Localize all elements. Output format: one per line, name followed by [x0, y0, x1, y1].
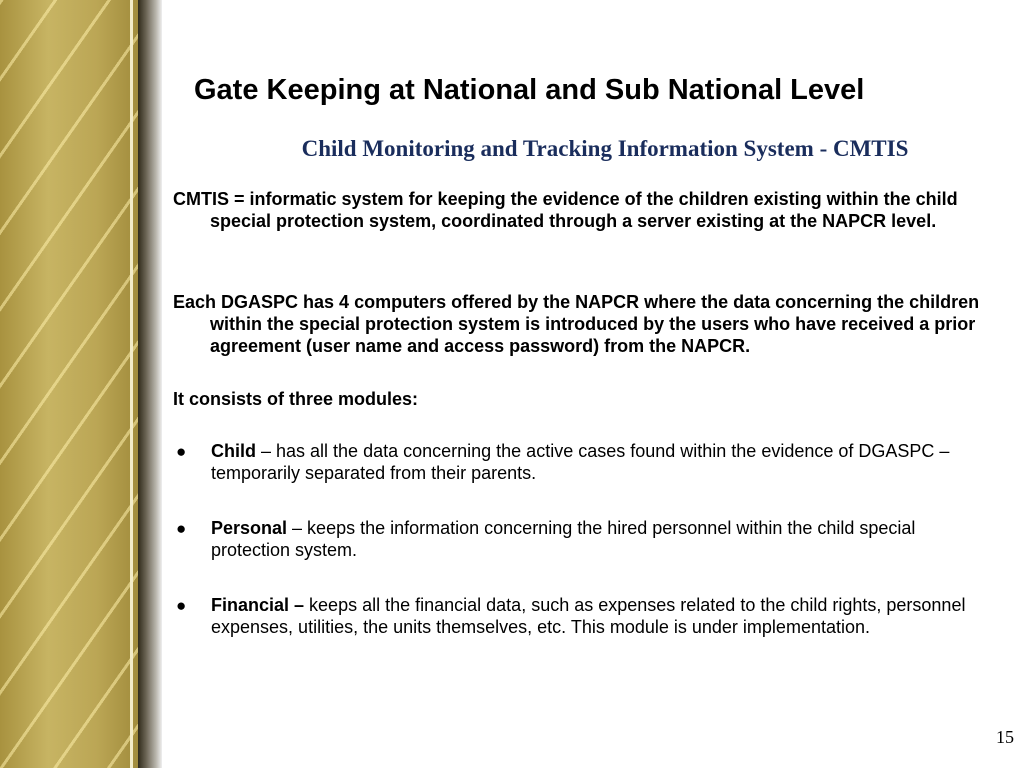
module-description: – has all the data concerning the active cases found within the evidence of DGASPC – temporarily separated from their parents. — [211, 441, 950, 483]
page-number: 15 — [996, 727, 1014, 747]
list-item-financial-module — [173, 594, 983, 638]
decorative-left-border — [0, 0, 138, 768]
bullet-icon: ● — [176, 596, 187, 615]
list-item-personal-module — [173, 517, 983, 561]
paragraph-dgaspc-computers: Each DGASPC has 4 computers offered by the NAPCR where the data concerning the children within the special protection system is introduced by the users who have received a prior agreement (user name and access password) from the NAPCR. — [173, 292, 980, 356]
bullet-icon: ● — [176, 442, 187, 461]
paragraph-cmtis-definition: CMTIS = informatic system for keeping the evidence of the children existing within the child special protection system, coordinated through a server existing at the NAPCR level. — [173, 189, 958, 231]
module-description: keeps all the financial data, such as expenses related to the child rights, personnel expenses, utilities, the units themselves, etc. This module is under implementation. — [211, 595, 966, 637]
decorative-border-shadow — [138, 0, 162, 768]
list-item-child-module — [173, 440, 983, 484]
paragraph-modules-intro: It consists of three modules: — [173, 389, 419, 409]
bullet-icon: ● — [176, 519, 187, 538]
slide-body — [173, 188, 983, 638]
slide-title: Gate Keeping at National and Sub National Level — [194, 74, 865, 106]
module-description: – keeps the information concerning the hired personnel within the child special protection system. — [211, 518, 916, 560]
decorative-border-rule — [130, 0, 133, 768]
module-term: Financial – — [211, 595, 305, 615]
slide-subtitle: Child Monitoring and Tracking Information System - CMTIS — [301, 136, 909, 161]
module-term: Personal — [211, 518, 288, 538]
module-term: Child — [211, 441, 256, 461]
